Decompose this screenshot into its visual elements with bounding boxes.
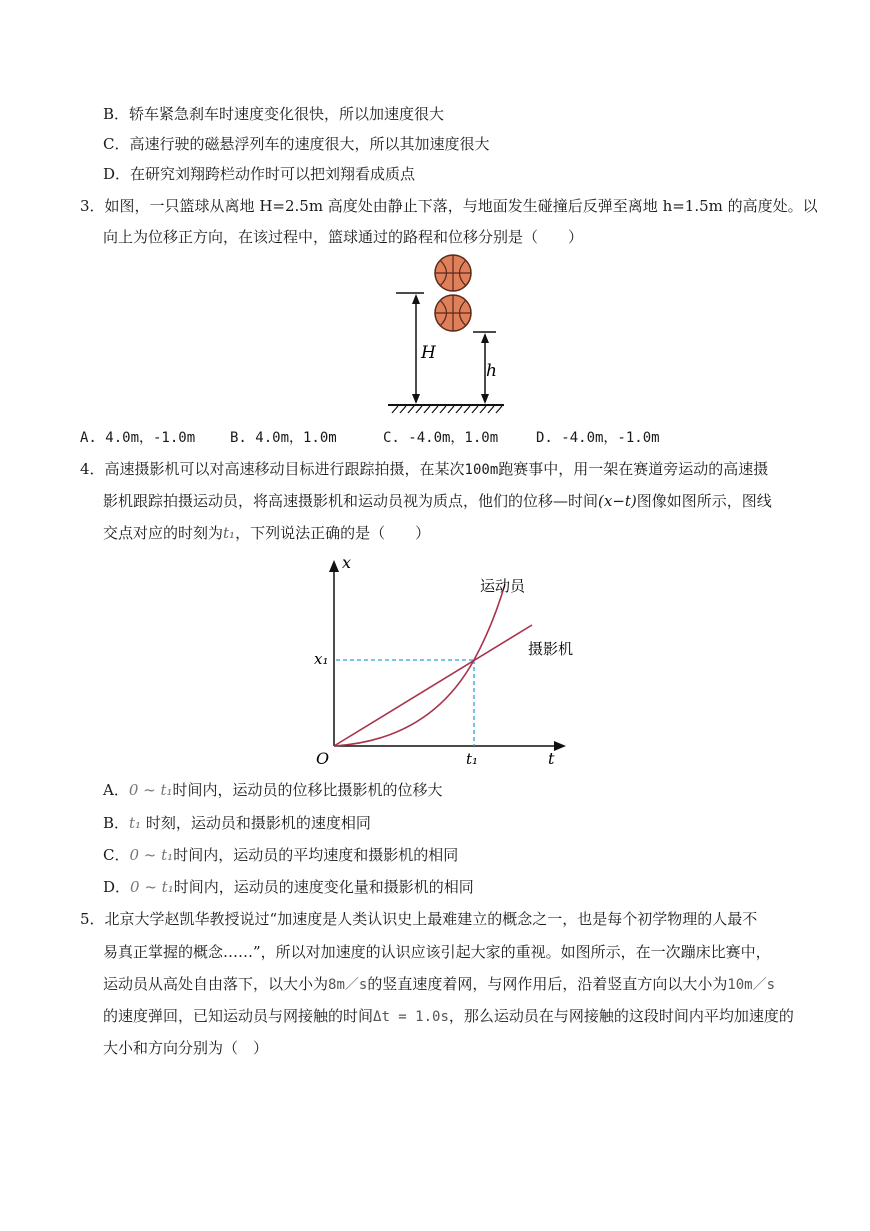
q4-x-t-math: (x−t) <box>598 492 637 510</box>
x-tick-t1: t₁ <box>466 750 479 768</box>
q4-option-d-text: 时间内，运动员的速度变化量和摄影机的相同 <box>173 878 474 896</box>
label-h: h <box>486 361 497 381</box>
q4-option-c-math: 0 ~ t₁ <box>129 846 174 864</box>
q4-option-a-text: 时间内，运动员的位移比摄影机的位移大 <box>172 781 443 799</box>
q5-speed-out: 10m／s <box>727 977 776 993</box>
q4-option-b <box>103 813 371 833</box>
q4-stem-line1 <box>80 459 768 480</box>
q4-option-a-label: A． <box>103 781 129 799</box>
q4-t1-math: t₁ <box>223 524 236 542</box>
q4-option-c <box>103 845 458 865</box>
q3-stem-line1: 3．如图，一只篮球从离地 H=2.5m 高度处由静止下落，与地面发生碰撞后反弹至离地 h=1.5m 的高度处。以 <box>80 197 818 215</box>
q4-option-d-math: 0 ~ t₁ <box>130 878 174 896</box>
origin-label: O <box>316 749 330 768</box>
label-H: H <box>421 343 436 363</box>
q4-x-t-chart <box>300 550 580 775</box>
q5-stem-line1: 5．北京大学赵凯华教授说过“加速度是人类认识史上最难建立的概念之一，也是每个初学物理的人最不 <box>80 910 758 928</box>
q5-stem-line3 <box>103 974 775 995</box>
series-camera-label: 摄影机 <box>528 640 574 658</box>
series-camera-line <box>334 625 532 746</box>
q5-stem-line4 <box>103 1006 794 1027</box>
q4-stem-line1-pre: 4．高速摄影机可以对高速移动目标进行跟踪拍摄，在某次 <box>80 460 465 478</box>
q3-basketball-figure <box>380 248 510 418</box>
q4-stem-line2 <box>103 491 772 511</box>
q5-stem-line3-mid: 的竖直速度着网，与网作用后，沿着竖直方向以大小为 <box>367 975 728 993</box>
q4-stem-line2-post: 图像如图所示，图线 <box>636 492 772 510</box>
q3-option-b: B. 4.0m，1.0m <box>230 430 337 446</box>
q4-stem-line1-post: 跑赛事中，用一架在赛道旁运动的高速摄 <box>498 460 769 478</box>
x-axis-label: t <box>548 749 555 768</box>
q2-option-d: D．在研究刘翔跨栏动作时可以把刘翔看成质点 <box>103 165 416 183</box>
q4-option-d-label: D． <box>103 878 131 896</box>
q5-stem-line4-post: ，那么运动员在与网接触的这段时间内平均加速度的 <box>448 1007 794 1025</box>
q5-stem-line5: 大小和方向分别为（ ） <box>103 1039 269 1057</box>
q5-speed-in: 8m／s <box>328 977 368 993</box>
q3-option-d: D. -4.0m，-1.0m <box>536 430 660 446</box>
q4-option-c-text: 时间内，运动员的平均速度和摄影机的相同 <box>173 846 459 864</box>
y-axis-label: x <box>342 553 352 572</box>
basketball-bottom <box>435 295 471 331</box>
q3-stem-line2: 向上为位移正方向，在该过程中，篮球通过的路程和位移分别是（ ） <box>103 228 584 246</box>
q4-stem-line2-pre: 影机跟踪拍摄运动员，将高速摄影机和运动员视为质点，他们的位移—时间 <box>103 492 599 510</box>
q2-option-b: B．轿车紧急刹车时速度变化很快，所以加速度很大 <box>103 105 445 123</box>
series-athlete-curve <box>334 584 505 746</box>
q4-option-b-text: 时刻，运动员和摄影机的速度相同 <box>141 814 371 832</box>
q4-stem-line3-pre: 交点对应的时刻为 <box>103 524 224 542</box>
q4-option-b-math: t₁ <box>129 814 142 832</box>
q4-stem-line3-post: ，下列说法正确的是（ ） <box>235 524 431 542</box>
basketball-top <box>435 255 471 291</box>
series-athlete-label: 运动员 <box>480 577 526 595</box>
q3-option-c: C. -4.0m，1.0m <box>383 430 499 446</box>
q4-distance: 100m <box>464 462 499 478</box>
q4-option-d <box>103 877 474 897</box>
q5-stem-line2: 易真正掌握的概念……”，所以对加速度的认识应该引起大家的重视。如图所示，在一次蹦床比赛中， <box>103 943 771 961</box>
q5-stem-line4-pre: 的速度弹回，已知运动员与网接触的时间 <box>103 1007 374 1025</box>
q4-option-a <box>103 780 443 800</box>
q3-option-a: A. 4.0m，-1.0m <box>80 430 196 446</box>
q4-stem-line3 <box>103 523 430 543</box>
q5-stem-line3-pre: 运动员从高处自由落下，以大小为 <box>103 975 329 993</box>
q4-option-a-math: 0 ~ t₁ <box>128 781 173 799</box>
q4-option-b-label: B． <box>103 814 130 832</box>
q2-option-c: C．高速行驶的磁悬浮列车的速度很大，所以其加速度很大 <box>103 135 490 153</box>
q4-option-c-label: C． <box>103 846 130 864</box>
q5-contact-time: Δt = 1.0s <box>373 1009 449 1025</box>
y-tick-x1: x₁ <box>314 650 329 668</box>
